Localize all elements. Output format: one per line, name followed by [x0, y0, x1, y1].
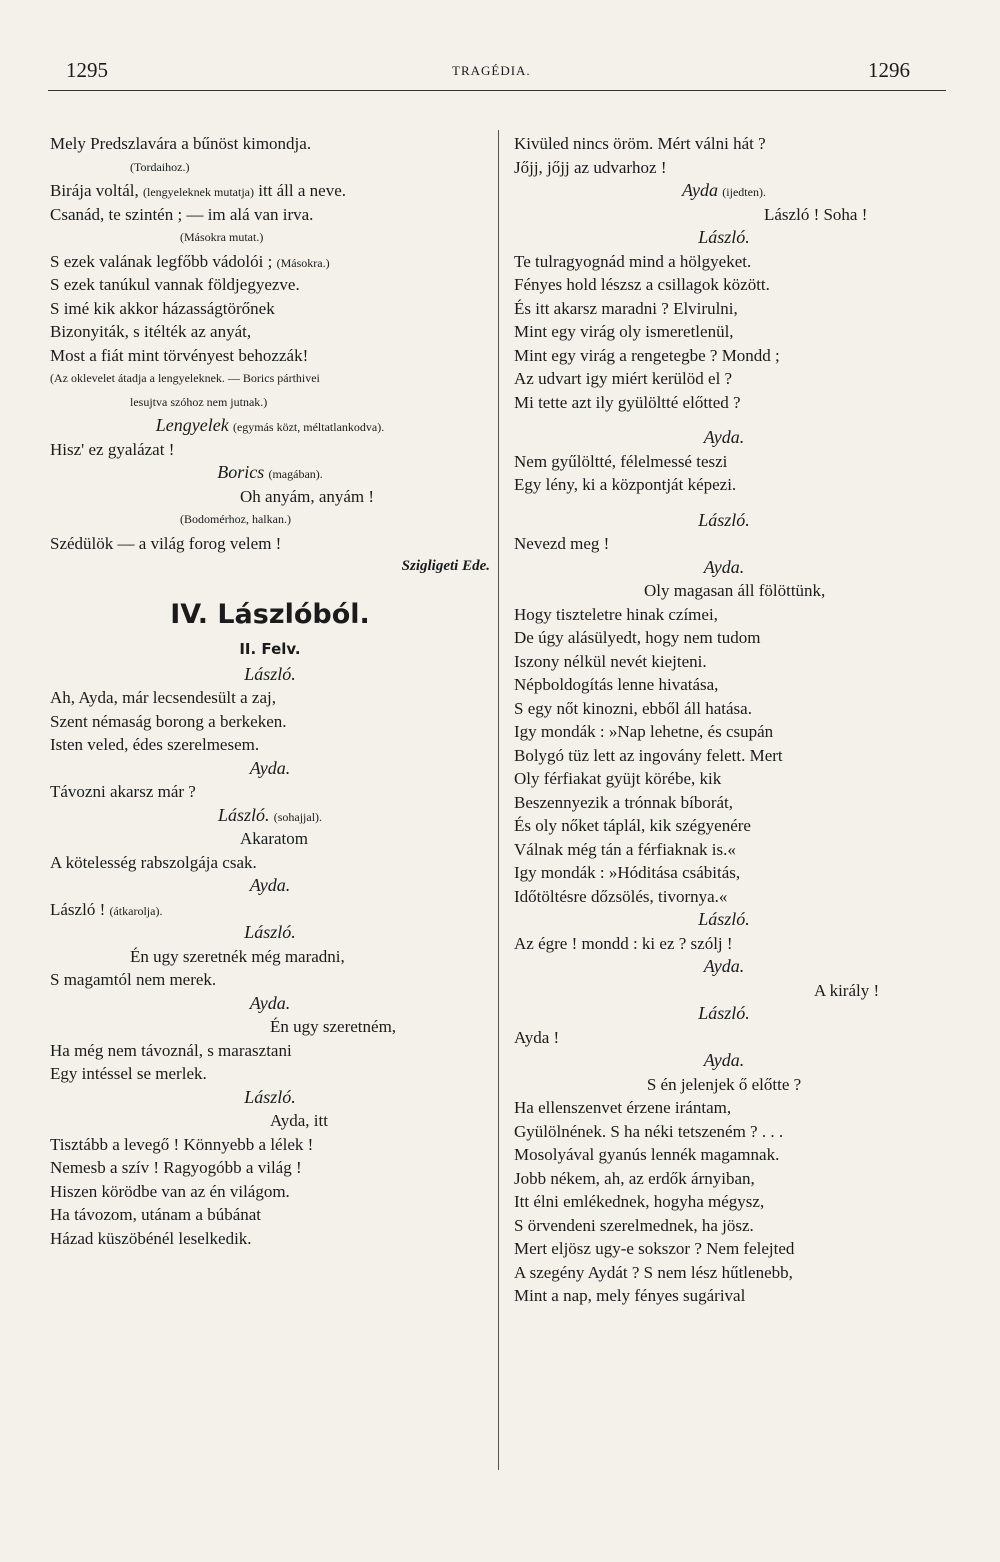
speaker-line	[514, 226, 934, 250]
stage-direction: (Tordaihoz.)	[130, 159, 190, 174]
stage-direction: (Másokra.)	[276, 255, 330, 270]
verse-line: Ayda !	[514, 1027, 560, 1047]
verse-line: Igy mondák : »Nap lehetne, és csupán	[514, 722, 774, 741]
stage-direction: (átkarolja).	[109, 903, 163, 918]
speaker-line	[50, 874, 490, 898]
verse-line: S egy nőt kinozni, ebből áll hatása.	[514, 698, 752, 718]
verse-line	[50, 898, 490, 922]
speaker-line	[514, 509, 934, 533]
speaker-line	[50, 921, 490, 945]
verse-line: S ezek tanúkul vannak földjegyezve.	[50, 275, 300, 294]
verse-line: A kötelesség rabszolgája csak.	[50, 852, 257, 872]
verse-line: Oh anyám, anyám !	[240, 486, 375, 506]
verse-line: Most a fiát mint törvényest behozzák!	[50, 345, 309, 365]
verse-line: Kivüled nincs öröm. Mért válni hát ?	[514, 134, 766, 153]
right-column	[514, 132, 934, 1308]
stage-direction: (ijedten).	[722, 185, 766, 199]
stage-direction: (Másokra mutat.)	[180, 230, 264, 244]
verse-line: Oly magasan áll fölöttünk,	[644, 581, 826, 600]
verse-line: Időtöltésre dőzsölés, tivornya.«	[514, 886, 728, 906]
speaker-name: László.	[244, 663, 296, 684]
speaker-line	[50, 1086, 490, 1110]
speaker-name: Ayda.	[703, 427, 745, 447]
verse-line: Isten veled, édes szerelmesem.	[50, 735, 260, 754]
verse-line: Nevezd meg !	[514, 534, 610, 553]
verse-line: Fényes hold lészsz a csillagok között.	[514, 275, 770, 294]
verse-line: Ha távozom, utánam a búbánat	[50, 1205, 262, 1224]
left-column	[50, 132, 490, 1250]
right-page-number: 1296	[868, 58, 910, 82]
speaker-name: László.	[698, 1003, 750, 1023]
verse-line: Te tulragyognád mind a hölgyeket.	[514, 251, 752, 271]
speaker-line	[50, 663, 490, 687]
verse-line: Mint a nap, mely fényes sugárival	[514, 1286, 746, 1305]
speaker-line	[514, 179, 934, 203]
scene-heading: II. Felv.	[239, 639, 301, 658]
speaker-line	[50, 414, 490, 438]
verse-line: Hogy tiszteletre hinak czímei,	[514, 604, 718, 624]
verse-line: S imé kik akkor házasságtörőnek	[50, 298, 275, 318]
verse-line: Jőjj, jőjj az udvarhoz !	[514, 157, 667, 177]
speaker-line	[514, 908, 934, 932]
verse-line: Egy intéssel se merlek.	[50, 1064, 207, 1083]
verse-line: Itt élni emlékednek, hogyha mégysz,	[514, 1192, 765, 1211]
verse-text: Birája voltál,	[50, 181, 139, 200]
speaker-line	[514, 1049, 934, 1073]
left-page-number: 1295	[66, 58, 108, 82]
stage-direction: (egymás közt, méltatlankodva).	[232, 420, 385, 434]
speaker-name: László.	[698, 909, 750, 929]
speaker-name: Ayda.	[249, 757, 291, 778]
verse-line: És oly nőket táplál, kik szégyenére	[514, 816, 751, 835]
verse-line: Akaratom	[240, 829, 308, 848]
speaker-name: László.	[244, 1086, 296, 1107]
speaker-line	[50, 461, 490, 485]
speaker-name: László.	[244, 922, 296, 942]
stage-direction: (sohajjal).	[273, 809, 323, 824]
verse-line: László ! Soha !	[764, 204, 868, 224]
verse-text: László !	[50, 899, 106, 919]
speaker-name: Ayda.	[249, 992, 291, 1013]
verse-line: Igy mondák : »Hóditása csábitás,	[514, 863, 741, 882]
verse-line: Oly férfiakat gyüjt körébe, kik	[514, 769, 722, 788]
verse-line	[50, 250, 490, 274]
verse-line: Mert eljösz ugy-e sokszor ? Nem felejted	[514, 1239, 795, 1258]
stage-direction: (magában).	[268, 467, 323, 481]
verse-line: Gyülölnének. S ha néki tetszeném ? . . .	[514, 1121, 784, 1141]
verse-line: Nemesb a szív ! Ragyogóbb a világ !	[50, 1158, 302, 1177]
speaker-name: Borics	[217, 462, 265, 482]
speaker-name: Ayda.	[703, 956, 745, 976]
verse-line: Hiszen körödbe van az én világom.	[50, 1181, 290, 1201]
verse-line: S örvendeni szerelmednek, ha jösz.	[514, 1215, 754, 1235]
verse-line: Tisztább a levegő ! Könnyebb a lélek !	[50, 1134, 314, 1154]
running-title: TRAGÉDIA.	[452, 63, 531, 78]
verse-line: Csanád, te szintén ; — im alá van irva.	[50, 204, 314, 224]
verse-line: Szent némaság borong a berkeken.	[50, 711, 287, 731]
verse-line: Hisz' ez gyalázat !	[50, 439, 175, 459]
stage-direction: (Bodomérhoz, halkan.)	[180, 512, 291, 526]
speaker-name: Lengyelek	[155, 415, 229, 435]
verse-text: itt áll a neve.	[258, 181, 347, 200]
verse-line: Távozni akarsz már ?	[50, 782, 196, 801]
verse-line	[50, 179, 490, 203]
verse-line: S magamtól nem merek.	[50, 970, 217, 989]
verse-line: S én jelenjek ő előtte ?	[646, 1074, 802, 1094]
verse-line: Szédülök — a világ forog velem !	[50, 533, 282, 553]
speaker-name: Ayda.	[249, 875, 291, 895]
verse-line: A szegény Aydát ? S nem lész hűtlenebb,	[514, 1262, 793, 1282]
speaker-name: Ayda.	[703, 556, 745, 577]
verse-line: Házad küszöbénél leselkedik.	[50, 1228, 252, 1248]
verse-line: Mi tette azt ily gyülöltté előtted ?	[514, 392, 741, 412]
verse-line: Mint egy virág a rengetegbe ? Mondd ;	[514, 345, 780, 365]
verse-line: Ha még nem távoznál, s marasztani	[50, 1040, 292, 1060]
speaker-name: László.	[217, 804, 270, 825]
stage-direction: (lengyeleknek mutatja)	[143, 185, 254, 199]
verse-line: De úgy alásülyedt, hogy nem tudom	[514, 628, 761, 647]
header-rule	[48, 90, 946, 91]
verse-line: Ha ellenszenvet érzene irántam,	[514, 1098, 732, 1117]
verse-line: Bolygó tüz lett az ingovány felett. Mert	[514, 745, 783, 765]
verse-line: Iszony nélkül nevét kiejteni.	[514, 651, 707, 671]
verse-line: Ayda, itt	[270, 1111, 328, 1130]
verse-line: Népboldogítás lenne hivatása,	[514, 675, 719, 694]
verse-line: Ah, Ayda, már lecsendesült a zaj,	[50, 688, 276, 707]
verse-line: Beszennyezik a trónnak bíborát,	[514, 792, 734, 812]
verse-line: Én ugy szeretném,	[270, 1017, 397, 1036]
section-heading: IV. Lászlóból.	[170, 598, 370, 630]
verse-line: Nem gyűlöltté, félelmessé teszi	[514, 451, 728, 471]
verse-line: Válnak még tán a férfiaknak is.«	[514, 839, 736, 859]
speaker-line	[514, 1002, 934, 1026]
stage-direction: (Az oklevelet átadja a lengyeleknek. — Borics párthivei	[50, 371, 320, 385]
speaker-line	[514, 556, 934, 580]
column-divider	[498, 130, 499, 1470]
stage-direction: lesujtva szóhoz nem jutnak.)	[130, 394, 268, 409]
speaker-line	[50, 992, 490, 1016]
verse-line: Én ugy szeretnék még maradni,	[130, 946, 345, 966]
verse-line: És itt akarsz maradni ? Elvirulni,	[514, 298, 738, 318]
speaker-name: László.	[698, 227, 750, 247]
speaker-name: Ayda	[682, 180, 719, 200]
verse-line: A király !	[814, 980, 880, 1000]
verse-text: S ezek valának legfőbb vádolói ;	[50, 251, 273, 271]
verse-line: Egy lény, ki a központját képezi.	[514, 475, 737, 494]
verse-line: Jobb nékem, ah, az erdők árnyiban,	[514, 1168, 755, 1188]
verse-line: Mosolyával gyanús lennék magamnak.	[514, 1145, 780, 1164]
verse-line: Mint egy virág oly ismeretlenül,	[514, 322, 734, 341]
speaker-line	[50, 757, 490, 781]
verse-line: Bizonyiták, s itélték az anyát,	[50, 322, 252, 341]
verse-line: Az udvart igy miért kerülöd el ?	[514, 369, 733, 388]
speaker-line	[514, 955, 934, 979]
verse-line: Mely Predszlavára a bűnöst kimondja.	[50, 134, 312, 153]
speaker-line	[514, 426, 934, 450]
speaker-line	[50, 804, 490, 828]
speaker-name: László.	[698, 509, 750, 530]
verse-line: Az égre ! mondd : ki ez ? szólj !	[514, 933, 733, 953]
speaker-name: Ayda.	[703, 1050, 745, 1070]
author-signature: Szigligeti Ede.	[401, 558, 490, 574]
